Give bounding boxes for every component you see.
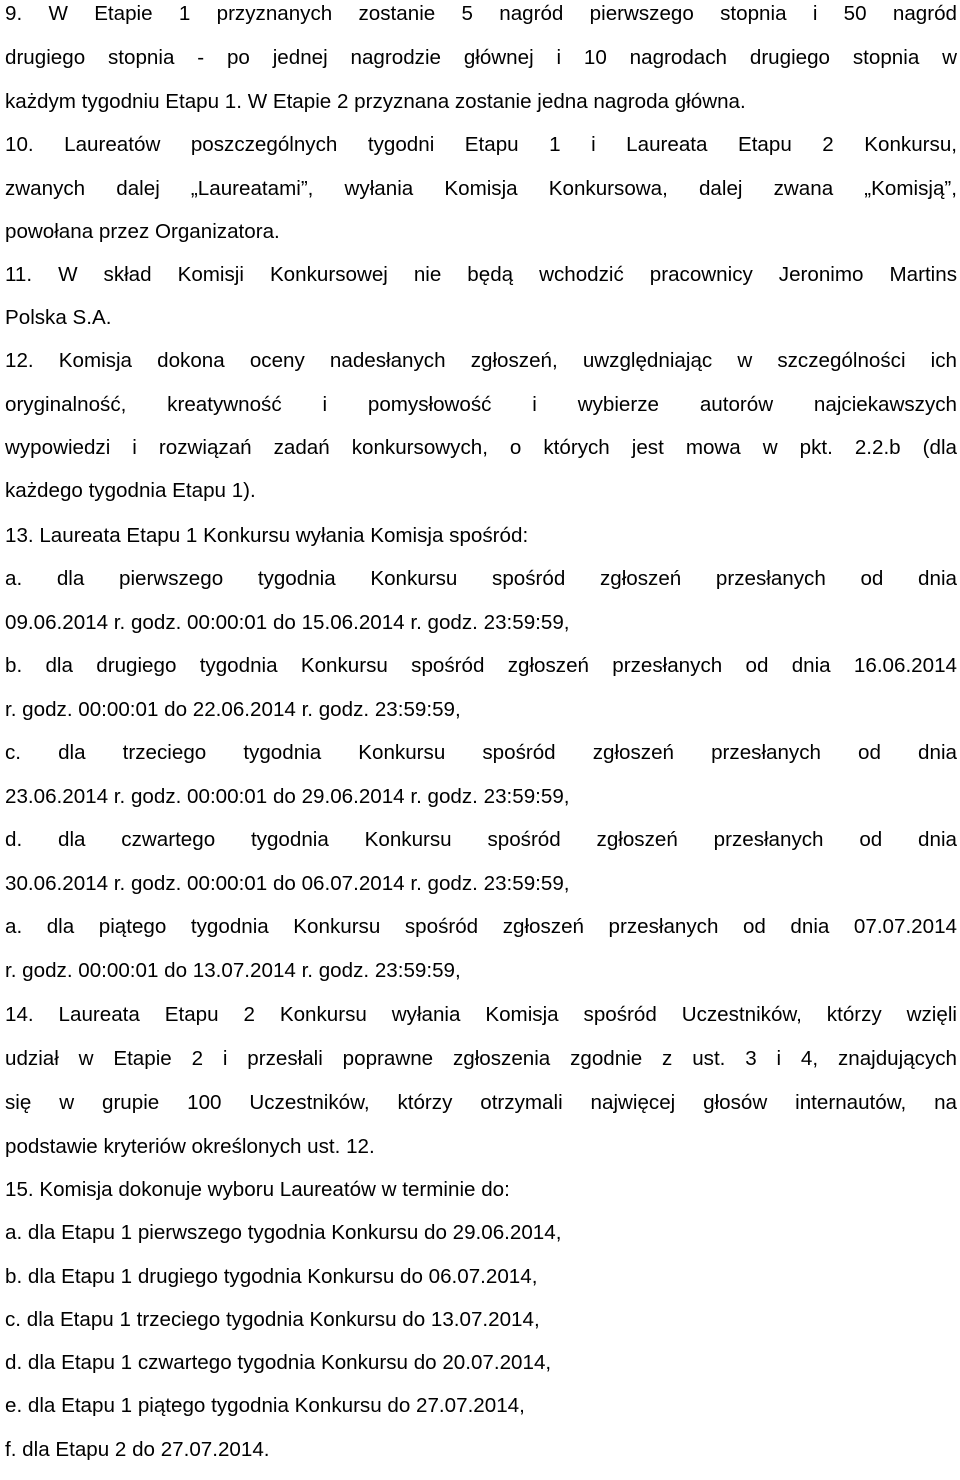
text-line: f. dla Etapu 2 do 27.07.2014. (5, 1438, 270, 1461)
text-line: c. dla trzeciego tygodnia Konkursu spośród zgłoszeń przesłanych od dnia (5, 741, 957, 764)
text-line: r. godz. 00:00:01 do 22.06.2014 r. godz. 23:59:59, (5, 698, 461, 721)
text-line: każdym tygodniu Etapu 1. W Etapie 2 przyznana zostanie jedna nagroda główna. (5, 90, 746, 113)
text-line: a. dla Etapu 1 pierwszego tygodnia Konkursu do 29.06.2014, (5, 1221, 562, 1244)
text-line: wypowiedzi i rozwiązań zadań konkursowych, o których jest mowa w pkt. 2.2.b (dla (5, 436, 957, 459)
text-line: każdego tygodnia Etapu 1). (5, 479, 256, 502)
text-line: drugiego stopnia - po jednej nagrodzie głównej i 10 nagrodach drugiego stopnia w (5, 46, 957, 69)
text-line: d. dla czwartego tygodnia Konkursu spośród zgłoszeń przesłanych od dnia (5, 828, 957, 851)
text-line: powołana przez Organizatora. (5, 220, 280, 243)
text-line: zwanych dalej „Laureatami”, wyłania Komisja Konkursowa, dalej zwana „Komisją”, (5, 177, 957, 200)
text-line: podstawie kryteriów określonych ust. 12. (5, 1135, 375, 1158)
text-line: 15. Komisja dokonuje wyboru Laureatów w terminie do: (5, 1178, 510, 1201)
text-line: 13. Laureata Etapu 1 Konkursu wyłania Komisja spośród: (5, 524, 529, 547)
text-line: 9. W Etapie 1 przyznanych zostanie 5 nagród pierwszego stopnia i 50 nagród (5, 2, 957, 25)
text-line: a. dla piątego tygodnia Konkursu spośród zgłoszeń przesłanych od dnia 07.07.2014 (5, 915, 957, 938)
text-line: e. dla Etapu 1 piątego tygodnia Konkursu do 27.07.2014, (5, 1394, 525, 1417)
text-line: d. dla Etapu 1 czwartego tygodnia Konkursu do 20.07.2014, (5, 1351, 552, 1374)
text-line: b. dla drugiego tygodnia Konkursu spośród zgłoszeń przesłanych od dnia 16.06.2014 (5, 654, 957, 677)
text-line: a. dla pierwszego tygodnia Konkursu spośród zgłoszeń przesłanych od dnia (5, 567, 957, 590)
text-line: Polska S.A. (5, 306, 112, 329)
text-line: 23.06.2014 r. godz. 00:00:01 do 29.06.2014 r. godz. 23:59:59, (5, 785, 570, 808)
text-line: b. dla Etapu 1 drugiego tygodnia Konkursu do 06.07.2014, (5, 1265, 538, 1288)
text-line: 14. Laureata Etapu 2 Konkursu wyłania Komisja spośród Uczestników, którzy wzięli (5, 1003, 957, 1026)
text-line: c. dla Etapu 1 trzeciego tygodnia Konkursu do 13.07.2014, (5, 1308, 540, 1331)
text-line: się w grupie 100 Uczestników, którzy otrzymali najwięcej głosów internautów, na (5, 1091, 957, 1114)
text-line: 12. Komisja dokona oceny nadesłanych zgłoszeń, uwzględniając w szczególności ich (5, 349, 957, 372)
text-line: 10. Laureatów poszczególnych tygodni Etapu 1 i Laureata Etapu 2 Konkursu, (5, 133, 957, 156)
text-line: 11. W skład Komisji Konkursowej nie będą wchodzić pracownicy Jeronimo Martins (5, 263, 957, 286)
text-line: r. godz. 00:00:01 do 13.07.2014 r. godz. 23:59:59, (5, 959, 461, 982)
text-line: udział w Etapie 2 i przesłali poprawne zgłoszenia zgodnie z ust. 3 i 4, znajdujących (5, 1047, 957, 1070)
text-line: oryginalność, kreatywność i pomysłowość i wybierze autorów najciekawszych (5, 393, 957, 416)
text-line: 09.06.2014 r. godz. 00:00:01 do 15.06.2014 r. godz. 23:59:59, (5, 611, 570, 634)
text-line: 30.06.2014 r. godz. 00:00:01 do 06.07.2014 r. godz. 23:59:59, (5, 872, 570, 895)
